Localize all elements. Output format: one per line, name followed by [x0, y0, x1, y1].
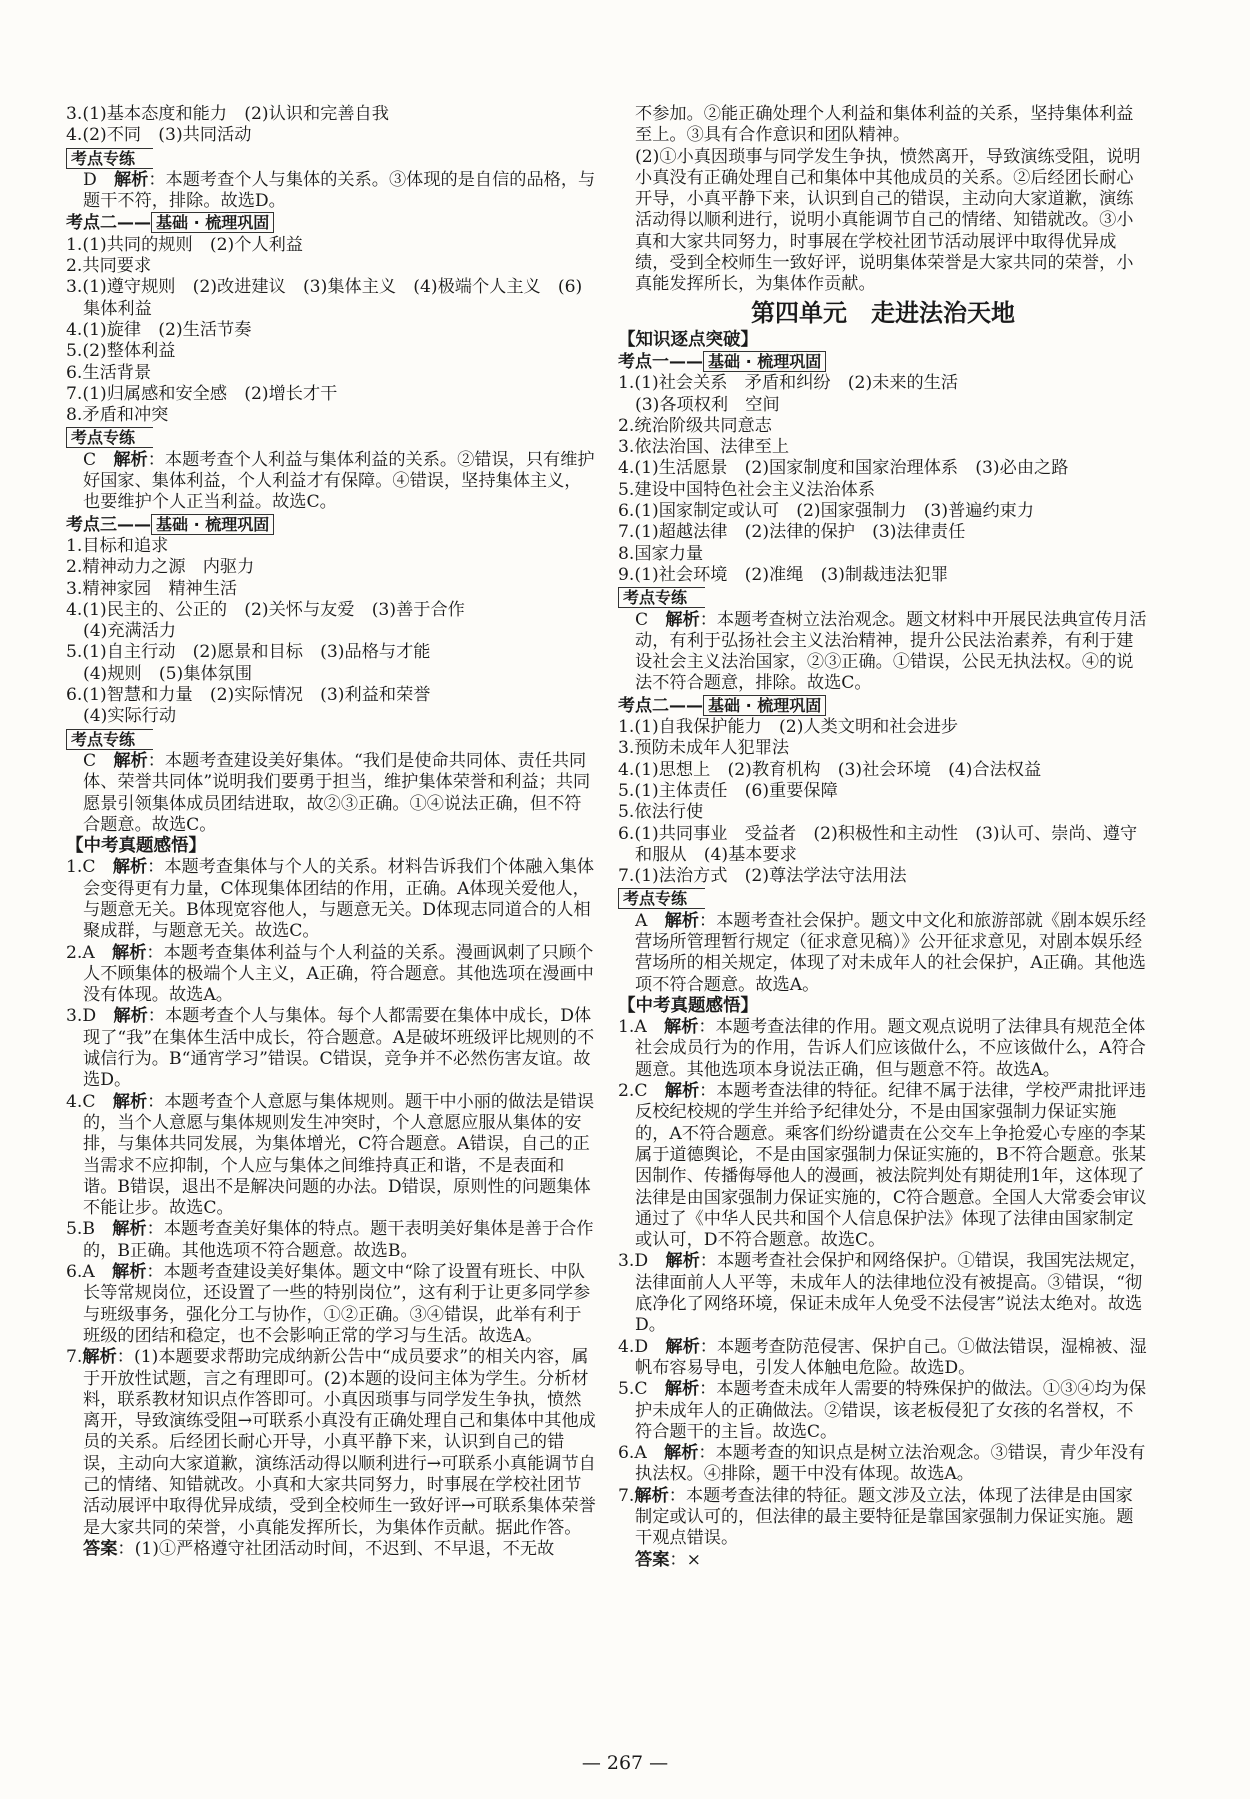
list-line: 5.建设中国特色社会主义法治体系 — [618, 479, 876, 500]
explanation — [66, 450, 596, 514]
section-tag: 考点专练 — [66, 148, 153, 169]
list-line: 3.(1)基本态度和能力 (2)认识和完善自我 — [66, 104, 389, 124]
list-line: 2.共同要求 — [66, 256, 152, 277]
answer-letter: B — [82, 1219, 96, 1240]
list-line: 4.(1)旋律 (2)生活节奏 — [66, 319, 252, 340]
topic-label: 考点三—— — [66, 514, 151, 535]
answer-letter: C — [634, 1379, 648, 1400]
answer-letter: A — [82, 942, 95, 963]
question-explanation — [618, 1081, 1148, 1251]
question-explanation — [618, 1486, 1148, 1550]
list-line: 5.(1)自主行动 (2)愿景和目标 (3)品格与才能 — [66, 642, 431, 663]
list-line: 3.依法治国、法律至上 — [618, 437, 790, 458]
list-line-indented: (2)①小真因琐事与同学发生争执，愤然离开，导致演练受阻，说明小真没有正确处理自己和集体中其他成员的关系。②后经团长耐心开导，小真平静下来，认识到自己的错误，主动向大家道歉，演练活动得以顺利进行，说明小真能调节自己的情绪、知错就改。③小真和大家共同努力，时事展在学校社团节活动展评中取得优异成绩，受到全校师生一致好评，说明集体荣誉是大家共同的荣誉，小真能发挥所长，为集体作贡献。 — [635, 146, 1141, 295]
explanation-text: ：本题考查法律的特征。纪律不属于法律，学校严肃批评违反校纪校规的学生并给予纪律处分，不是由国家强制力保证实施的，A不符合题意。乘客们纷纷谴责在公交车上争抢爱心专座的李某属于道德舆论，不是由国家强制力保证实施的，B不符合题意。张某因制作、传播侮辱他人的漫画，被法院判处有期徒刑1年，这体现了法律是由国家强制力保证实施的，C符合题意。全国人大常委会审议通过了《中华人民共和国个人信息保护法》体现了法律由国家制定或认可，D不符合题意。故选C。 — [635, 1081, 1147, 1251]
list-line: 1.(1)共同的规则 (2)个人利益 — [66, 234, 303, 255]
list-line: 9.(1)社会环境 (2)准绳 (3)制裁违法犯罪 — [618, 564, 949, 585]
question-explanation — [618, 1443, 1148, 1486]
topic-label: 考点一—— — [618, 351, 703, 372]
left-column — [66, 104, 596, 1560]
explanation-text: ：本题考查树立法治观念。题文材料中开展民法典宣传月活动，有利于弘扬社会主义法治精神，提升公民法治素养，有利于建设社会主义法治国家，②③正确。①错误，公民无执法权。④的说法不符合题意，排除。故选C。 — [635, 609, 1147, 694]
answer-line — [618, 1550, 1148, 1571]
list-line: 8.矛盾和冲突 — [66, 405, 169, 426]
list-line-indented: (4)充满活力 — [83, 621, 177, 642]
section-tag: 考点专练 — [66, 427, 153, 448]
explanation-text: ：本题考查个人意愿与集体规则。题干中小丽的做法是错误的，当个人意愿与集体规则发生冲突时，个人意愿应服从集体的安排，与集体共同发展，为集体增光，C符合题意。A错误，自己的正当需求不应抑制，个人应与集体之间维持真正和谐，不是表面和谐。B错误，退出不是解决问题的办法。D错误，原则性的问题集体不能让步。故选C。 — [83, 1091, 595, 1219]
list-line: 6.(1)国家制定或认可 (2)国家强制力 (3)普遍约束力 — [618, 501, 1035, 522]
question-number: 4. — [66, 1091, 83, 1112]
topic-heading — [618, 695, 1148, 717]
explanation-text: ：本题考查美好集体的特点。题干表明美好集体是善于合作的，B正确。其他选项不符合题意。故选B。 — [83, 1219, 594, 1261]
question-number: 5. — [618, 1379, 635, 1400]
list-line-indented: (4)规则 (5)集体氛围 — [83, 663, 253, 684]
answer-label: 答案 — [83, 1538, 118, 1559]
section-heading: 【知识逐点突破】 — [618, 329, 758, 350]
list-line: 7.(1)法治方式 (2)尊法学法守法用法 — [618, 866, 907, 887]
list-line: 2.精神动力之源 内驱力 — [66, 557, 255, 578]
list-line-wrapped: 4.(1)生活愿景 (2)国家制度和国家治理体系 (3)必由之路 — [618, 458, 1069, 479]
question-number: 4. — [618, 1336, 635, 1357]
topic-heading — [66, 212, 596, 234]
topic-box: 基础 · 梳理巩固 — [151, 212, 274, 233]
list-line: 4.(1)思想上 (2)教育机构 (3)社会环境 (4)合法权益 — [618, 759, 1042, 780]
list-line-indented: (4)实际行动 — [83, 706, 177, 727]
question-number: 6. — [66, 1262, 83, 1283]
explanation — [66, 170, 596, 213]
question-explanation — [66, 857, 596, 942]
question-number: 2. — [618, 1081, 635, 1102]
topic-box: 基础 · 梳理巩固 — [703, 695, 826, 716]
explanation-text: ：本题考查建设美好集体。题文中“除了设置有班长、中队长等常规岗位，还设置了一些的特别岗位”，这有利于让更多同学参与班级事务，强化分工与协作，①②正确。③④错误，此举有利于班级的团结和稳定，也不会影响正常的学习与生活。故选A。 — [83, 1262, 591, 1346]
question-number: 7. — [66, 1347, 83, 1368]
topic-heading — [66, 514, 596, 536]
question-number: 1. — [66, 857, 83, 878]
section-heading: 【中考真题感悟】 — [618, 995, 758, 1016]
answer-letter: D — [82, 1006, 97, 1027]
question-number: 3. — [618, 1251, 635, 1272]
explanation-label: 解析 — [112, 857, 148, 878]
section-heading: 【中考真题感悟】 — [66, 836, 206, 857]
question-explanation — [66, 1347, 596, 1539]
list-line: 6.(1)智慧和力量 (2)实际情况 (3)利益和荣誉 — [66, 685, 431, 706]
explanation — [618, 911, 1148, 996]
explanation-label: 解析 — [113, 750, 148, 771]
section-tag-row — [66, 426, 596, 449]
explanation-text: ：本题考查法律的作用。题文观点说明了法律具有规范全体社会成员行为的作用，告诉人们应该做什么，不应该做什么，A符合题意。其他选项本身说法正确，但与题意不符。故选A。 — [635, 1017, 1146, 1080]
explanation-label: 解析 — [665, 609, 700, 630]
explanation-label: 解析 — [664, 1081, 700, 1102]
question-explanation — [618, 1379, 1148, 1443]
list-line: 6.生活背景 — [66, 362, 152, 383]
explanation-text: ：本题考查个人与集体。每个人都需要在集体中成长，D体现了“我”在集体生活中成长，符合题意。A是破坏班级评比规则的不诚信行为。B“通宵学习”错误。C错误，竞争并不必然伤害友谊。故选D。 — [83, 1006, 595, 1091]
question-number: 6. — [618, 1443, 635, 1464]
explanation-label: 解析 — [665, 1336, 700, 1357]
right-column — [618, 104, 1148, 1571]
explanation-label: 解析 — [664, 910, 699, 931]
answer-letter: A — [634, 1017, 647, 1038]
question-number: 1. — [618, 1017, 635, 1038]
question-explanation — [618, 1337, 1148, 1380]
question-number: 3. — [66, 1006, 83, 1027]
list-line: 1.(1)自我保护能力 (2)人类文明和社会进步 — [618, 717, 959, 738]
answer-letter: C — [82, 1091, 96, 1112]
explanation-text: ：本题考查个人与集体的关系。③体现的是自信的品格，与题干不符，排除。故选D。 — [83, 169, 596, 212]
section-tag: 考点专练 — [618, 888, 705, 909]
explanation-label: 解析 — [113, 1006, 148, 1027]
question-number: 7. — [618, 1485, 635, 1506]
explanation-label: 解析 — [665, 1251, 700, 1272]
question-explanation — [66, 1262, 596, 1347]
page-number-value: 267 — [606, 1752, 644, 1774]
answer-letter: D — [634, 1336, 649, 1357]
question-explanation — [66, 943, 596, 1007]
answer-letter: A — [82, 1262, 95, 1283]
explanation-text: ：本题考查的知识点是树立法治观念。③错误，青少年没有执法权。④排除，题干中没有体现。故选A。 — [635, 1443, 1146, 1485]
section-tag-row — [618, 887, 1148, 910]
answer-line — [66, 1539, 596, 1560]
section-tag-row — [66, 728, 596, 751]
page-number: — 267 — — [581, 1752, 669, 1774]
topic-heading — [618, 351, 1148, 373]
answer-letter: C — [83, 449, 97, 470]
question-explanation — [66, 1092, 596, 1220]
list-line-wrapped: 3.(1)遵守规则 (2)改进建议 (3)集体主义 (4)极端个人主义 (6)集体利益 — [66, 277, 583, 319]
question-explanation — [618, 1017, 1148, 1081]
explanation-label: 解析 — [112, 1091, 148, 1112]
section-tag-row — [66, 147, 596, 170]
explanation-text: ：本题考查集体与个人的关系。材料告诉我们个体融入集体会变得更有力量，C体现集体团结的作用，正确。A体现关爱他人，与题意无关。B体现宽容他人，与题意无关。D体现志同道合的人相聚成群，与题意无关。故选C。 — [83, 857, 595, 942]
question-explanation — [66, 1006, 596, 1091]
answer-letter: D — [634, 1251, 649, 1272]
explanation — [66, 751, 596, 836]
section-tag: 考点专练 — [66, 729, 153, 750]
question-explanation — [618, 1251, 1148, 1336]
explanation-label: 解析 — [113, 449, 148, 470]
explanation — [618, 610, 1148, 695]
explanation-text: ：本题考查集体利益与个人利益的关系。漫画讽刺了只顾个人不顾集体的极端个人主义，A正确，符合题意。其他选项在漫画中没有体现。故选A。 — [83, 942, 594, 1006]
answer-letter: C — [635, 609, 649, 630]
list-line-indented: (3)各项权利 空间 — [635, 394, 780, 415]
list-line-wrapped: 6.(1)共同事业 受益者 (2)积极性和主动性 (3)认可、崇尚、遵守和服从 (4)基本要求 — [618, 823, 1138, 865]
explanation-label: 解析 — [664, 1443, 699, 1464]
explanation-label: 解析 — [82, 1347, 117, 1368]
list-line: 4.(1)民主的、公正的 (2)关怀与友爱 (3)善于合作 — [66, 599, 465, 620]
explanation-text: ：本题考查法律的特征。题文涉及立法，体现了法律是由国家制定或认可的，但法律的最主要特征是靠国家强制力保证实施。题干观点错误。 — [635, 1485, 1134, 1549]
explanation-label: 解析 — [664, 1379, 700, 1400]
list-line: 3.精神家园 精神生活 — [66, 578, 238, 599]
explanation-text: ：(1)本题要求帮助完成纳新公告中“成员要求”的相关内容，属于开放性试题，言之有理即可。(2)本题的设问主体为学生。分析材料，联系教材知识点作答即可。小真因琐事与同学发生争执，愤然离开，导致演练受阻→可联系小真没有正确处理自己和集体中其他成员的关系。后经团长耐心开导，小真平静下来，认识到自己的错误，主动向大家道歉，演练活动得以顺利进行→可联系小真能调节自己的情绪、知错就改。小真和大家共同努力，时事展在学校社团节活动展评中取得优异成绩，受到全校师生一致好评→可联系集体荣誉是大家共同的荣誉，小真能发挥所长，为集体作贡献。据此作答。 — [83, 1347, 596, 1538]
answer-letter: A — [635, 910, 648, 931]
explanation-text: ：本题考查社会保护和网络保护。①错误，我国宪法规定，法律面前人人平等，未成年人的法律地位没有被提高。③错误，“彻底净化了网络环境，保证未成年人免受不法侵害”说法太绝对。故选D。 — [635, 1251, 1147, 1336]
explanation-text: ：本题考查建设美好集体。“我们是使命共同体、责任共同体、荣誉共同体”说明我们要勇于担当，维护集体荣誉和利益；共同愿景引领集体成员团结进取，故②③正确。①④说法正确，但不符合题意。故选C。 — [83, 750, 591, 835]
list-line: 1.目标和追求 — [66, 535, 169, 556]
topic-box: 基础 · 梳理巩固 — [703, 351, 826, 372]
explanation-label: 解析 — [634, 1485, 669, 1506]
explanation-text: ：本题考查未成年人需要的特殊保护的做法。①③④均为保护未成年人的正确做法。②错误，该老板侵犯了女孩的名誉权，不符合题干的主旨。故选C。 — [635, 1379, 1147, 1442]
question-number: 5. — [66, 1219, 83, 1240]
list-line: 2.统治阶级共同意志 — [618, 415, 772, 436]
question-explanation — [66, 1219, 596, 1262]
explanation-label: 解析 — [112, 1262, 147, 1283]
explanation-text: ：本题考查社会保护。题文中文化和旅游部就《剧本娱乐经营场所管理暂行规定（征求意见稿）》公开征求意见，对剧本娱乐经营场所的相关规定，体现了对未成年人的社会保护，A正确。其他选项不符合题意。故选A。 — [635, 910, 1146, 995]
answer-letter: C — [82, 857, 96, 878]
topic-box: 基础 · 梳理巩固 — [151, 514, 274, 535]
question-number: 2. — [66, 942, 83, 963]
list-line-indented: 不参加。②能正确处理个人利益和集体利益的关系，坚持集体利益至上。③具有合作意识和团队精神。 — [635, 104, 1134, 146]
section-tag-row — [618, 586, 1148, 609]
explanation-label: 解析 — [112, 942, 147, 963]
list-line: 5.依法行使 — [618, 802, 704, 823]
list-line: 8.国家力量 — [618, 543, 704, 564]
list-line: 7.(1)超越法律 (2)法律的保护 (3)法律责任 — [618, 522, 966, 543]
explanation-label: 解析 — [664, 1017, 699, 1038]
answer-letter: C — [634, 1081, 648, 1102]
answer-text: ：× — [669, 1549, 701, 1570]
list-line: 3.预防未成年人犯罪法 — [618, 738, 790, 759]
explanation-label: 解析 — [112, 1219, 147, 1240]
list-line: 7.(1)归属感和安全感 (2)增长才干 — [66, 383, 338, 404]
list-line: 5.(2)整体利益 — [66, 341, 176, 362]
answer-letter: C — [83, 750, 97, 771]
list-line: 5.(1)主体责任 (6)重要保障 — [618, 780, 838, 801]
topic-label: 考点二—— — [66, 213, 151, 234]
explanation-label: 解析 — [113, 169, 149, 190]
explanation-text: ：本题考查防范侵害、保护自己。①做法错误，湿棉被、湿帆布容易导电，引发人体触电危险。故选D。 — [635, 1336, 1147, 1378]
answer-label: 答案 — [635, 1549, 670, 1570]
answer-text: ：(1)①严格遵守社团活动时间，不迟到、不早退，不无故 — [117, 1538, 555, 1559]
topic-label: 考点二—— — [618, 695, 703, 716]
explanation-text: ：本题考查个人利益与集体利益的关系。②错误，只有维护好国家、集体利益，个人利益才有保障。④错误，坚持集体主义，也要维护个人正当利益。故选C。 — [83, 449, 595, 513]
unit-title: 第四单元 走进法治天地 — [751, 298, 1015, 327]
answer-letter: D — [83, 169, 97, 190]
section-tag: 考点专练 — [618, 587, 705, 608]
list-line: 4.(2)不同 (3)共同活动 — [66, 125, 252, 146]
answer-letter: A — [634, 1443, 647, 1464]
list-line: 1.(1)社会关系 矛盾和纠纷 (2)未来的生活 — [618, 373, 959, 394]
